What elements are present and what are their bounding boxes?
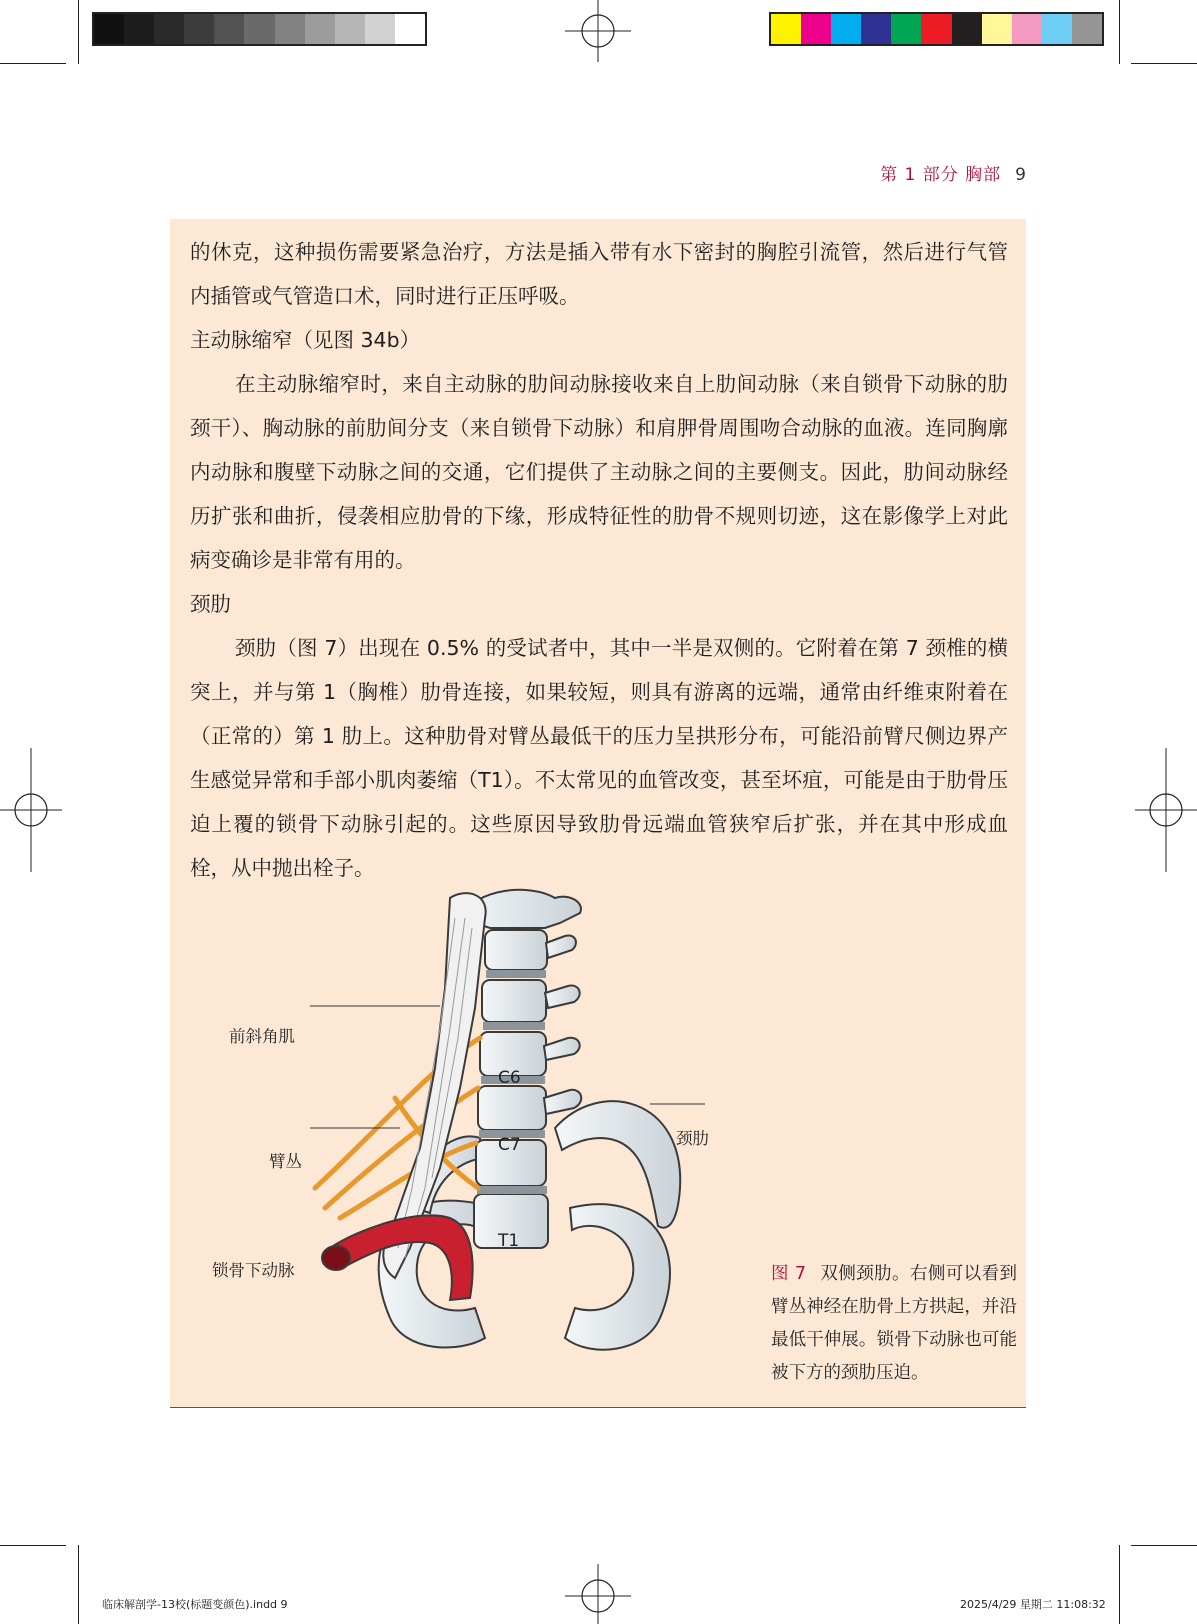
vertebra-c6-label: C6: [498, 1068, 521, 1088]
paragraph-shock: 的休克，这种损伤需要紧急治疗，方法是插入带有水下密封的胸腔引流管，然后进行气管内插管或气管造口术，同时进行正压呼吸。: [190, 240, 1008, 308]
label-scalenus-anterior: 前斜角肌: [229, 1027, 295, 1046]
registration-mark-left: [0, 748, 62, 872]
process-color-bar: [769, 12, 1104, 46]
figure-number: 图 7: [771, 1264, 807, 1284]
registration-mark-top: [565, 0, 631, 66]
footer-file-name: 临床解剖学-13校(标题变颜色).indd 9: [102, 1598, 288, 1611]
paragraph-cervical-rib: 颈肋（图 7）出现在 0.5% 的受试者中，其中一半是双侧的。它附着在第 7 颈椎的横突上，并与第 1（胸椎）肋骨连接，如果较短，则具有游离的远端，通常由纤维束附着在（正常的）第 1 肋上。这种肋骨对臂丛最低干的压力呈拱形分布，可能沿前臂尺侧边界产生感觉异常和手部小肌肉萎缩（T1）。不太常见的血管改变，甚至坏疽，可能是由于肋骨压迫上覆的锁骨下动脉引起的。这些原因导致肋骨远端血管狭窄后扩张，并在其中形成血栓，从中抛出栓子。: [190, 636, 1008, 880]
heading-cervical-rib: 颈肋: [190, 592, 231, 616]
grayscale-color-bar: [92, 12, 427, 46]
heading-coarctation: 主动脉缩窄（见图 34b）: [190, 328, 421, 352]
clinical-text: [190, 230, 1008, 890]
footer-timestamp: 2025/4/29 星期二 11:08:32: [960, 1598, 1106, 1611]
paragraph-coarctation: 在主动脉缩窄时，来自主动脉的肋间动脉接收来自上肋间动脉（来自锁骨下动脉的肋颈干）、胸动脉的前肋间分支（来自锁骨下动脉）和肩胛骨周围吻合动脉的血液。连同胸廓内动脉和腹壁下动脉之间的交通，它们提供了主动脉之间的主要侧支。因此，肋间动脉经历扩张和曲折，侵袭相应肋骨的下缘，形成特征性的肋骨不规则切迹，这在影像学上对此病变确诊是非常有用的。: [190, 372, 1008, 572]
page-number: 9: [1015, 165, 1027, 185]
figure-7-illustration: [300, 888, 740, 1388]
registration-mark-bottom: [565, 1564, 631, 1624]
figure-7-caption: [771, 1258, 1017, 1390]
vertebra-c7-label: C7: [498, 1135, 521, 1155]
label-cervical-rib: 颈肋: [676, 1129, 709, 1148]
running-head: [880, 160, 1027, 185]
running-head-section: 第 1 部分 胸部: [880, 165, 1002, 185]
registration-mark-right: [1135, 748, 1197, 872]
first-rib-right: [565, 1204, 670, 1350]
vertebra-t1-label: T1: [498, 1231, 520, 1251]
label-subclavian-artery: 锁骨下动脉: [212, 1261, 295, 1280]
caption-text: 双侧颈肋。右侧可以看到臂丛神经在肋骨上方拱起，并沿最低干伸展。锁骨下动脉也可能被下方的颈肋压迫。: [771, 1264, 1017, 1383]
label-brachial-plexus: 臂丛: [269, 1152, 302, 1171]
